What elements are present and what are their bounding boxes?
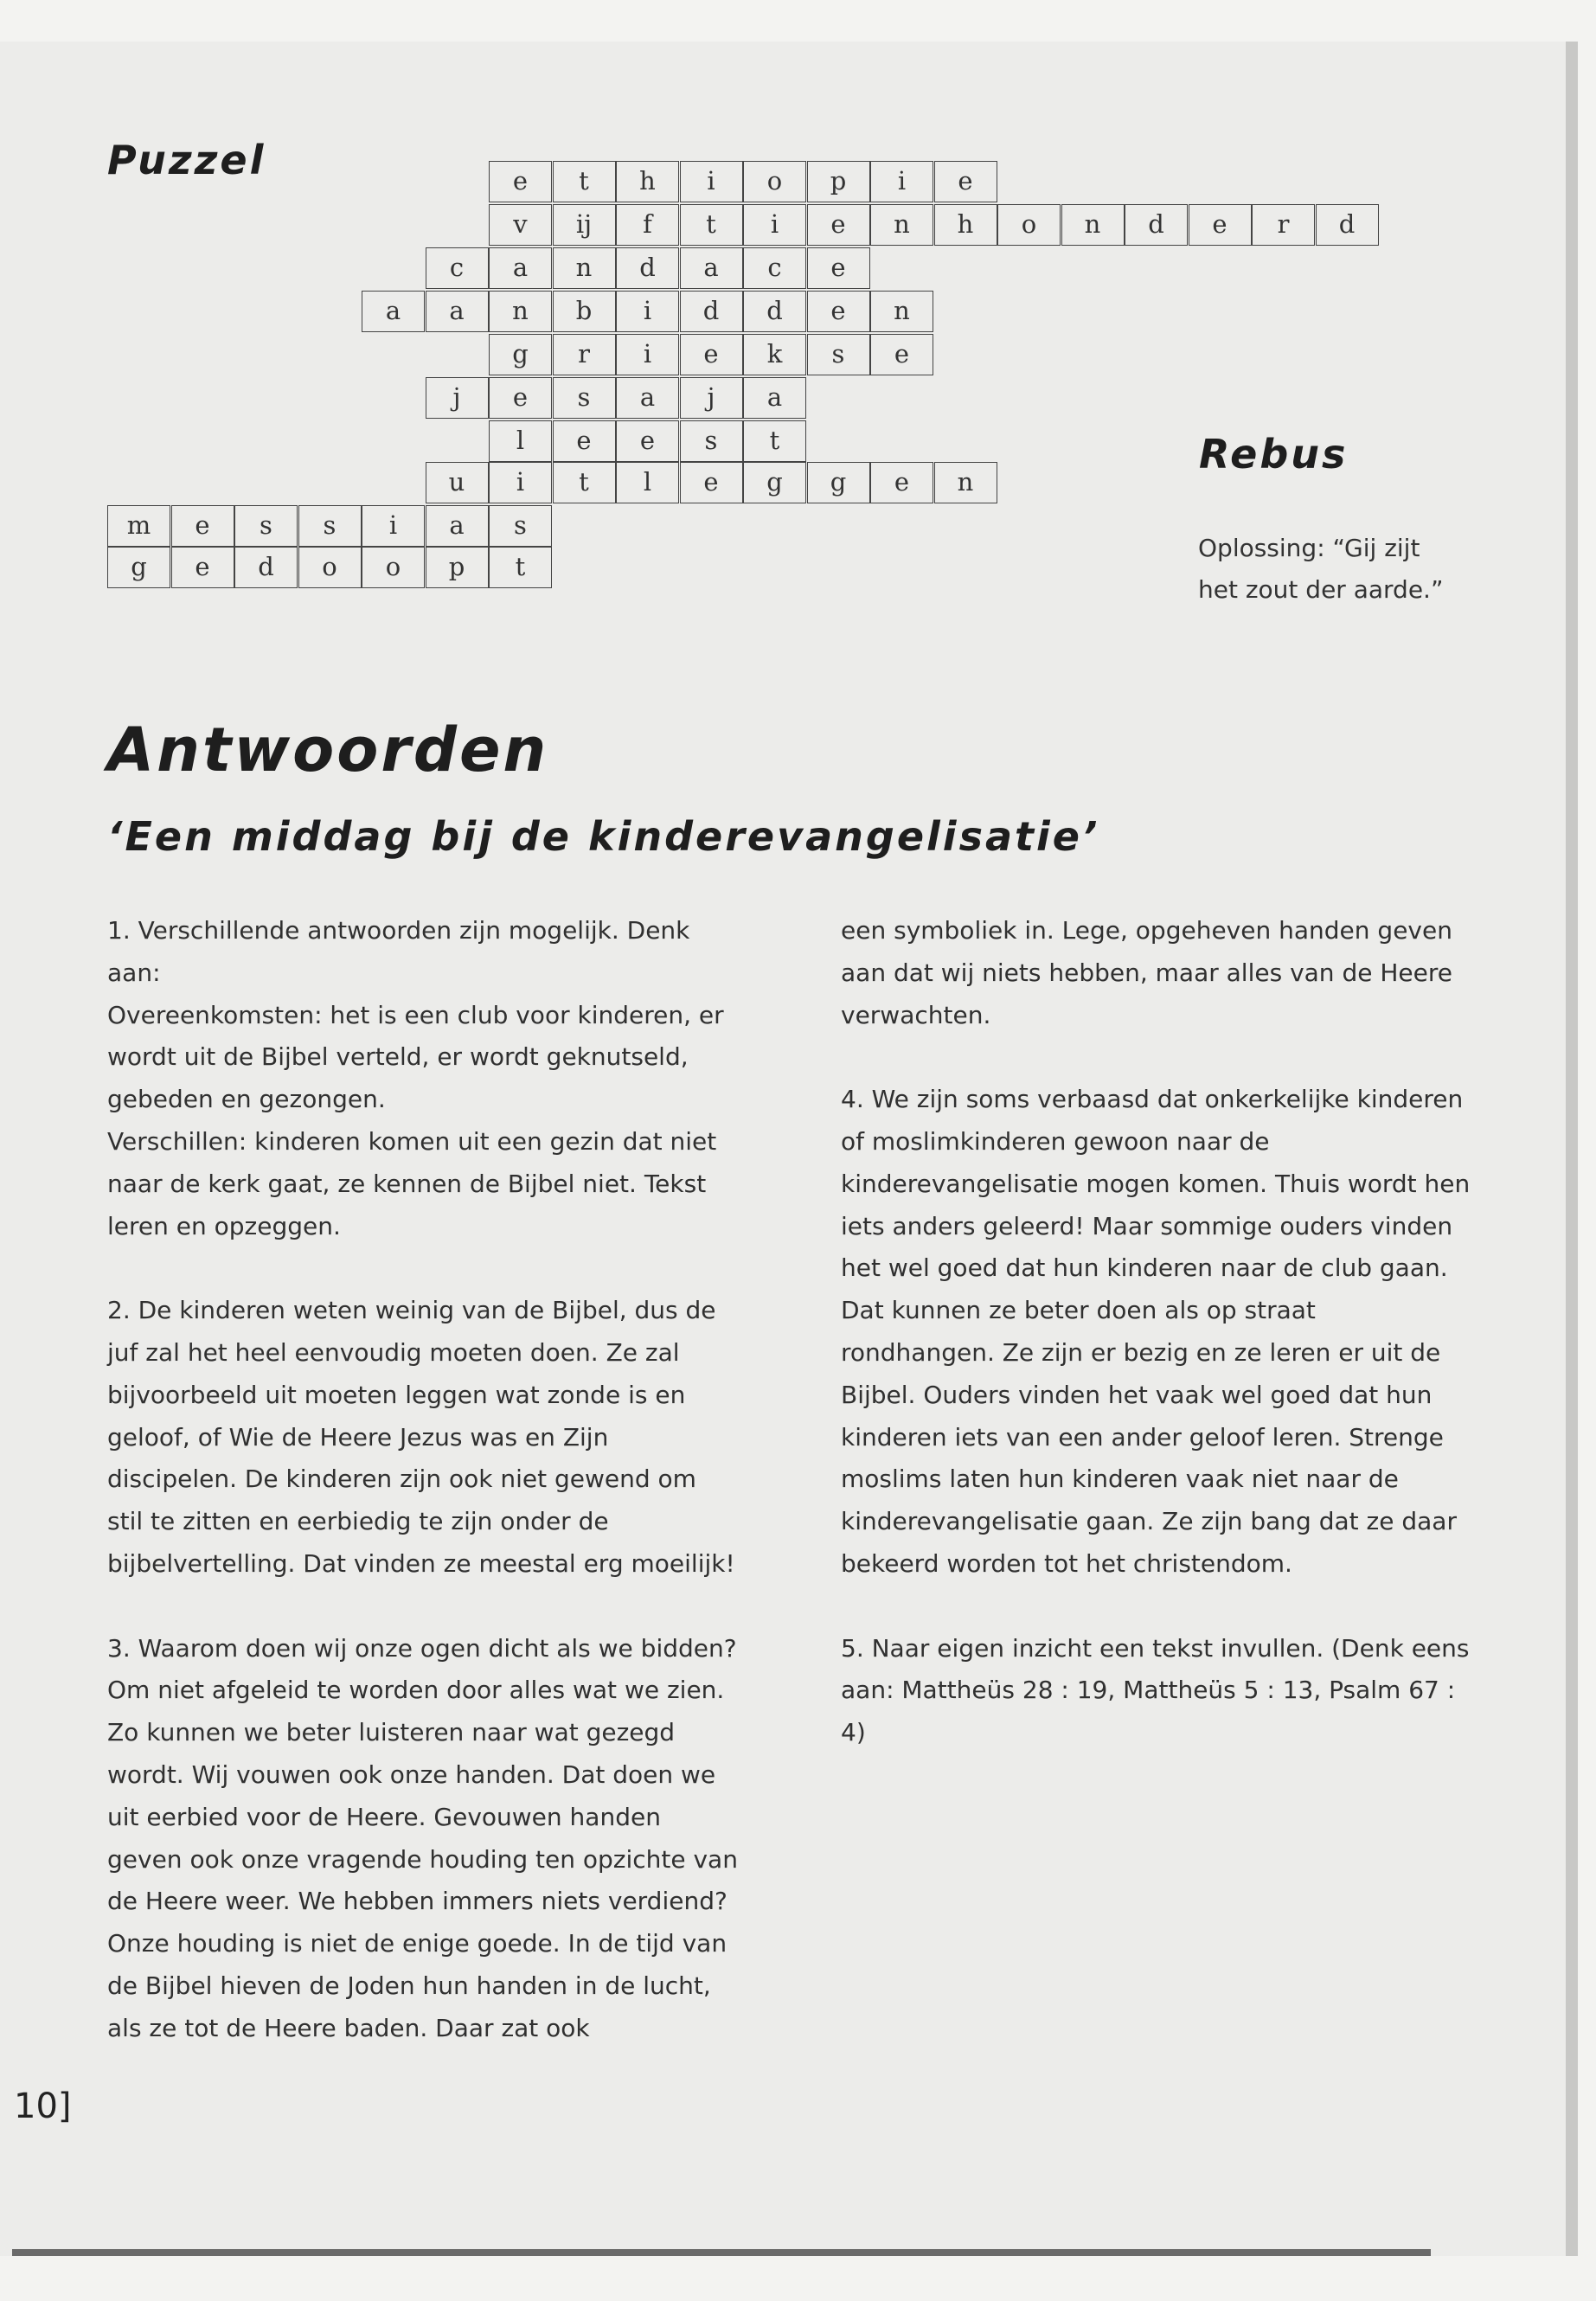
crossword-cell: i bbox=[489, 462, 552, 503]
page-number: 10] bbox=[14, 2086, 72, 2126]
crossword-cell: p bbox=[426, 547, 489, 588]
answer-paragraph: 5. Naar eigen inzicht een tekst invullen. (Denk eens aan: Mattheüs 28 : 19, Mattheüs 5 : 13, Psalm 67 : 4) bbox=[841, 1633, 1470, 1747]
crossword-cell: n bbox=[489, 291, 552, 332]
crossword-cell: k bbox=[743, 334, 806, 375]
crossword-cell: f bbox=[616, 204, 679, 246]
crossword-cell: g bbox=[807, 462, 870, 503]
crossword-cell: n bbox=[870, 291, 933, 332]
crossword-cell: e bbox=[171, 547, 234, 588]
crossword-cell: j bbox=[680, 377, 743, 419]
crossword-cell: i bbox=[680, 161, 743, 202]
answer-paragraph: 3. Waarom doen wij onze ogen dicht als we bidden? Om niet afgeleid te worden door alles wat we zien. Zo kunnen we beter luisteren naar wat gezegd wordt. Wij vouwen ook onze handen. Dat doen we uit eerbied voor de Heere. Gevouwen handen geven ook onze vragende houding ten opzichte van de Heere weer. We hebben immers niets verdiend? bbox=[107, 1633, 738, 1916]
crossword-cell: i bbox=[616, 334, 679, 375]
crossword-cell: n bbox=[934, 462, 997, 503]
crossword-cell: e bbox=[171, 505, 234, 547]
crossword-cell: o bbox=[362, 547, 425, 588]
page-edge bbox=[1566, 42, 1578, 2256]
crossword-cell: e bbox=[807, 247, 870, 289]
crossword-cell: a bbox=[362, 291, 425, 332]
crossword-cell: a bbox=[426, 291, 489, 332]
crossword-cell: e bbox=[680, 334, 743, 375]
crossword-cell: e bbox=[807, 291, 870, 332]
crossword-cell: d bbox=[234, 547, 298, 588]
crossword-cell: a bbox=[426, 505, 489, 547]
rebus-title: Rebus bbox=[1199, 431, 1349, 478]
crossword-cell: i bbox=[616, 291, 679, 332]
answer-paragraph: een symboliek in. Lege, opgeheven handen geven aan dat wij niets hebben, maar alles van de Heere verwachten. bbox=[841, 916, 1452, 1029]
rebus-solution: Oplossing: “Gij zijt het zout der aarde.” bbox=[1198, 534, 1444, 604]
answers-title: Antwoorden bbox=[107, 715, 549, 785]
answer-paragraph: Overeenkomsten: het is een club voor kinderen, er wordt uit de Bijbel verteld, er wordt geknutseld, gebeden en gezongen. bbox=[107, 1000, 724, 1114]
crossword-cell: t bbox=[743, 420, 806, 462]
crossword-cell: d bbox=[743, 291, 806, 332]
crossword-cell: s bbox=[807, 334, 870, 375]
crossword-cell: c bbox=[426, 247, 489, 289]
crossword-cell: e bbox=[553, 420, 616, 462]
crossword-cell: l bbox=[489, 420, 552, 462]
crossword-cell: j bbox=[426, 377, 489, 419]
crossword-cell: n bbox=[870, 204, 933, 246]
crossword-cell: a bbox=[743, 377, 806, 419]
crossword-cell: s bbox=[680, 420, 743, 462]
crossword-cell: h bbox=[616, 161, 679, 202]
crossword-cell: m bbox=[107, 505, 170, 547]
bottom-rule bbox=[12, 2249, 1431, 2256]
crossword-cell: u bbox=[426, 462, 489, 503]
crossword-cell: t bbox=[489, 547, 552, 588]
crossword-cell: c bbox=[743, 247, 806, 289]
crossword-cell: d bbox=[616, 247, 679, 289]
crossword-cell: e bbox=[1189, 204, 1252, 246]
crossword-cell: n bbox=[553, 247, 616, 289]
crossword-cell: s bbox=[234, 505, 298, 547]
crossword-cell: r bbox=[1252, 204, 1315, 246]
crossword-cell: r bbox=[553, 334, 616, 375]
crossword-cell: e bbox=[616, 420, 679, 462]
crossword-cell: e bbox=[807, 204, 870, 246]
crossword-cell: i bbox=[362, 505, 425, 547]
crossword-cell: s bbox=[553, 377, 616, 419]
crossword-cell: b bbox=[553, 291, 616, 332]
crossword-cell: a bbox=[616, 377, 679, 419]
crossword-cell: h bbox=[934, 204, 997, 246]
crossword-cell: a bbox=[680, 247, 743, 289]
crossword-cell: e bbox=[870, 462, 933, 503]
crossword-cell: s bbox=[298, 505, 362, 547]
crossword-cell: t bbox=[553, 161, 616, 202]
crossword-cell: ij bbox=[553, 204, 616, 246]
crossword-cell: v bbox=[489, 204, 552, 246]
answer-paragraph: 1. Verschillende antwoorden zijn mogelijk. Denk aan: bbox=[107, 916, 690, 987]
answer-paragraph: 2. De kinderen weten weinig van de Bijbel, dus de juf zal het heel eenvoudig moeten doen. Ze zal bijvoorbeeld uit moeten leggen wat zonde is en geloof, of Wie de Heere Jezus was en Zijn discipelen. De kinderen zijn ook niet gewend om stil te zitten en eerbiedig te zijn onder de bijbelvertelling. Dat vinden ze meestal erg moeilijk! bbox=[107, 1296, 735, 1578]
crossword-cell: s bbox=[489, 505, 552, 547]
paragraph-gap bbox=[841, 1586, 1472, 1628]
crossword-cell: g bbox=[743, 462, 806, 503]
answer-paragraph: 4. We zijn soms verbaasd dat onkerkelijke kinderen of moslimkinderen gewoon naar de kinderevangelisatie mogen komen. Thuis wordt hen iets anders geleerd! Maar sommige ouders vinden het wel goed dat hun kinderen naar de club gaan. Dat kunnen ze beter doen als op straat rondhangen. Ze zijn er bezig en ze leren er uit de Bijbel. Ouders vinden het vaak wel goed dat hun kinderen iets van een ander geloof leren. Strenge moslims laten hun kinderen vaak niet naar de kinderevangelisatie gaan. Ze zijn bang dat ze daar bekeerd worden tot het christendom. bbox=[841, 1085, 1471, 1578]
crossword-cell: g bbox=[489, 334, 552, 375]
crossword-cell: l bbox=[616, 462, 679, 503]
crossword-cell: e bbox=[489, 377, 552, 419]
crossword-cell: t bbox=[680, 204, 743, 246]
crossword-cell: i bbox=[743, 204, 806, 246]
answers-left-column bbox=[107, 910, 739, 2050]
crossword-cell: o bbox=[997, 204, 1061, 246]
crossword-cell: d bbox=[680, 291, 743, 332]
crossword-cell: p bbox=[807, 161, 870, 202]
crossword-cell: i bbox=[870, 161, 933, 202]
crossword-cell: n bbox=[1061, 204, 1125, 246]
paragraph-gap bbox=[107, 1247, 739, 1290]
crossword-cell: o bbox=[298, 547, 362, 588]
puzzle-title: Puzzel bbox=[107, 137, 266, 183]
crossword-cell: d bbox=[1316, 204, 1379, 246]
crossword-cell: a bbox=[489, 247, 552, 289]
answers-subtitle: ‘Een middag bij de kinderevangelisatie’ bbox=[107, 813, 1100, 860]
crossword-cell: o bbox=[743, 161, 806, 202]
paragraph-gap bbox=[841, 1036, 1472, 1079]
crossword-cell: e bbox=[680, 462, 743, 503]
answers-right-column bbox=[841, 910, 1472, 1754]
answer-paragraph: Onze houding is niet de enige goede. In de tijd van de Bijbel hieven de Joden hun handen in de lucht, als ze tot de Heere baden. Daar zat ook bbox=[107, 1929, 727, 2042]
crossword-cell: d bbox=[1125, 204, 1188, 246]
crossword-cell: e bbox=[934, 161, 997, 202]
crossword-cell: t bbox=[553, 462, 616, 503]
crossword-cell: g bbox=[107, 547, 170, 588]
crossword-cell: e bbox=[489, 161, 552, 202]
answer-paragraph: Verschillen: kinderen komen uit een gezin dat niet naar de kerk gaat, ze kennen de Bijbel niet. Tekst leren en opzeggen. bbox=[107, 1126, 717, 1240]
crossword-cell: e bbox=[870, 334, 933, 375]
paragraph-gap bbox=[107, 1586, 739, 1628]
